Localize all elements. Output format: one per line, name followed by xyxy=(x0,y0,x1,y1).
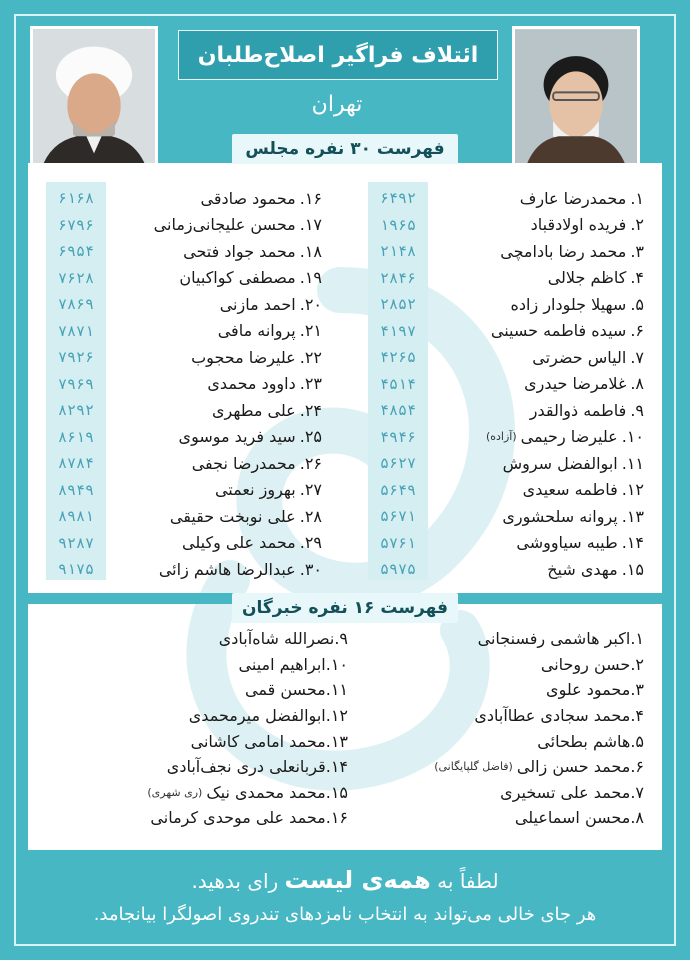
candidate-index: ۱۰. xyxy=(325,654,348,674)
candidate-row xyxy=(344,677,644,703)
candidate-index: ۸. xyxy=(630,808,644,828)
candidate-code: ۷۹۲۶ xyxy=(57,348,95,367)
candidate-name: علیرضا رحیمی xyxy=(520,427,618,447)
candidate-name: علیرضا محجوب xyxy=(191,347,296,367)
candidate-row xyxy=(344,626,644,652)
footer-line-1 xyxy=(28,866,662,894)
candidate-row xyxy=(430,477,644,504)
candidate-index: ۶. xyxy=(630,321,644,341)
candidate-code: ۴۱۹۷ xyxy=(379,321,417,340)
candidate-name: سیده فاطمه حسینی xyxy=(490,321,627,341)
candidate-index: ۱. xyxy=(630,629,644,649)
candidate-name: محمدرضا عارف xyxy=(519,188,627,208)
candidate-index: ۱۵. xyxy=(325,782,348,802)
candidate-name: نصرالله شاه‌آبادی xyxy=(218,629,335,649)
candidate-row xyxy=(344,780,644,806)
portrait-right-image xyxy=(515,29,637,171)
candidate-name: داوود محمدی xyxy=(207,374,296,394)
candidate-code: ۸۲۹۲ xyxy=(57,401,95,420)
candidate-index: ۱۱. xyxy=(325,680,348,700)
candidate-note: (فاضل گلپایگانی) xyxy=(434,760,513,774)
candidate-row xyxy=(430,397,644,424)
candidate-index: ۷. xyxy=(630,782,644,802)
candidate-note: (ری شهری) xyxy=(147,785,203,799)
candidate-code: ۱۹۶۵ xyxy=(379,215,417,234)
candidate-index: ۱۶. xyxy=(299,188,322,208)
candidate-name: محمد علی وکیلی xyxy=(182,533,296,553)
candidate-code: ۹۲۸۷ xyxy=(57,533,95,552)
candidate-index: ۱۵. xyxy=(621,559,644,579)
candidate-name: علی مطهری xyxy=(212,400,296,420)
candidate-row xyxy=(106,185,322,212)
candidate-row xyxy=(344,728,644,754)
candidate-index: ۴. xyxy=(630,268,644,288)
candidate-name: غلامرضا حیدری xyxy=(524,374,627,394)
candidate-code: ۸۶۱۹ xyxy=(57,427,95,446)
candidate-row xyxy=(106,477,322,504)
footer-line-1-emphasis: همه‌ی لیست xyxy=(284,866,431,894)
candidate-row xyxy=(48,780,348,806)
candidate-index: ۲۳. xyxy=(299,374,322,394)
candidate-name: احمد مازنی xyxy=(219,294,296,314)
candidate-row xyxy=(344,652,644,678)
candidate-name: محسن اسماعیلی xyxy=(514,808,631,828)
candidate-row xyxy=(430,556,644,583)
footer-line-1-c: رای بدهید. xyxy=(191,869,285,893)
candidate-code: ۸۹۴۹ xyxy=(57,480,95,499)
candidate-row xyxy=(106,530,322,557)
candidate-index: ۲. xyxy=(630,654,644,674)
majlis-list-label: فهرست ۳۰ نفره مجلس xyxy=(232,134,458,164)
candidate-code: ۶۷۹۶ xyxy=(57,215,95,234)
candidate-row xyxy=(48,728,348,754)
candidate-index: ۲۰. xyxy=(299,294,322,314)
candidate-row xyxy=(430,450,644,477)
candidate-name: محسن قمی xyxy=(245,680,326,700)
majlis-right-names xyxy=(430,185,644,583)
candidate-row xyxy=(48,677,348,703)
candidate-note: (آزاده) xyxy=(485,430,517,444)
candidate-code: ۵۶۴۹ xyxy=(379,480,417,499)
candidate-row xyxy=(430,318,644,345)
candidate-index: ۲. xyxy=(630,215,644,235)
candidate-name: حسن روحانی xyxy=(540,654,631,674)
candidate-name: قربانعلی دری نجف‌آبادی xyxy=(166,757,326,777)
candidate-name: عبدالرضا هاشم زائی xyxy=(158,559,296,579)
khobregan-list-label: فهرست ۱۶ نفره خبرگان xyxy=(232,593,458,623)
candidate-row xyxy=(430,344,644,371)
candidate-index: ۳. xyxy=(630,680,644,700)
portrait-photo-left xyxy=(30,26,158,174)
candidate-code: ۶۴۹۲ xyxy=(379,189,417,208)
candidate-index: ۹. xyxy=(630,400,644,420)
candidate-index: ۱۰. xyxy=(621,427,644,447)
candidate-name: محمد محمدی نیک xyxy=(206,782,326,802)
candidate-row xyxy=(48,805,348,831)
candidate-index: ۲۶. xyxy=(299,453,322,473)
candidate-name: فاطمه ذوالقدر xyxy=(529,400,627,420)
candidate-code: ۷۸۷۱ xyxy=(57,321,95,340)
candidate-index: ۴. xyxy=(630,706,644,726)
candidate-index: ۶. xyxy=(630,757,644,777)
candidate-row xyxy=(106,371,322,398)
candidate-row xyxy=(106,424,322,451)
candidate-row xyxy=(106,344,322,371)
candidate-index: ۷. xyxy=(630,347,644,367)
candidate-name: محمد حسن زالی xyxy=(516,757,631,777)
candidate-index: ۱۳. xyxy=(325,731,348,751)
candidate-row xyxy=(344,703,644,729)
candidate-name: محمد سجادی عطاآبادی xyxy=(474,706,631,726)
candidate-name: طیبه سیاووشی xyxy=(516,533,618,553)
candidate-index: ۲۸. xyxy=(299,506,322,526)
candidate-row xyxy=(106,238,322,265)
candidate-name: ابوالفضل میرمحمدی xyxy=(188,706,326,726)
candidate-row xyxy=(106,212,322,239)
candidate-index: ۱۲. xyxy=(325,706,348,726)
candidate-index: ۳. xyxy=(630,241,644,261)
portrait-photo-right xyxy=(512,26,640,174)
candidate-name: محمد علی موحدی کرمانی xyxy=(150,808,326,828)
candidate-name: محمدرضا نجفی xyxy=(191,453,296,473)
candidate-code: ۴۹۴۶ xyxy=(379,427,417,446)
city-name: تهران xyxy=(311,91,363,117)
candidate-name: پروانه سلحشوری xyxy=(502,506,618,526)
candidate-name: فاطمه سعیدی xyxy=(522,480,618,500)
candidate-row xyxy=(106,265,322,292)
candidate-index: ۲۵. xyxy=(299,427,322,447)
candidate-code: ۹۱۷۵ xyxy=(57,560,95,579)
candidate-name: ابراهیم امینی xyxy=(238,654,326,674)
candidate-index: ۱۳. xyxy=(621,506,644,526)
majlis-left-names xyxy=(106,185,322,583)
candidate-code: ۶۹۵۴ xyxy=(57,242,95,261)
candidate-row xyxy=(430,185,644,212)
candidate-code: ۷۸۶۹ xyxy=(57,295,95,314)
candidate-name: سید فرید موسوی xyxy=(178,427,296,447)
candidate-row xyxy=(430,265,644,292)
candidate-name: محمود صادقی xyxy=(200,188,296,208)
candidate-row xyxy=(106,291,322,318)
candidate-name: ابوالفضل سروش xyxy=(502,453,618,473)
footer-line-2: هر جای خالی می‌تواند به انتخاب نامزدهای تندروی اصولگرا بیانجامد. xyxy=(93,904,597,925)
candidate-index: ۱۴. xyxy=(621,533,644,553)
candidate-row xyxy=(106,318,322,345)
candidate-index: ۵. xyxy=(630,294,644,314)
footer-line-1-a: لطفاً به xyxy=(430,869,499,893)
candidate-index: ۱. xyxy=(630,188,644,208)
candidate-index: ۲۹. xyxy=(299,533,322,553)
candidate-code: ۸۹۸۱ xyxy=(57,507,95,526)
candidate-index: ۲۱. xyxy=(299,321,322,341)
candidate-code: ۲۸۵۲ xyxy=(379,295,417,314)
candidate-row xyxy=(430,530,644,557)
candidate-code: ۷۶۲۸ xyxy=(57,268,95,287)
candidate-row xyxy=(430,503,644,530)
candidate-code: ۴۲۶۵ xyxy=(379,348,417,367)
candidate-name: محمد رضا بادامچی xyxy=(500,241,627,261)
candidate-name: الیاس حضرتی xyxy=(532,347,627,367)
portrait-left-image xyxy=(33,29,155,171)
khobregan-left-list xyxy=(48,626,348,831)
candidate-row xyxy=(344,805,644,831)
candidate-row xyxy=(430,291,644,318)
candidate-code: ۶۱۶۸ xyxy=(57,189,95,208)
candidate-index: ۲۲. xyxy=(299,347,322,367)
candidate-row xyxy=(430,238,644,265)
candidate-name: محمود علوی xyxy=(546,680,631,700)
candidate-name: کاظم جلالی xyxy=(547,268,627,288)
candidate-code: ۵۶۲۷ xyxy=(379,454,417,473)
candidate-name: محمد امامی کاشانی xyxy=(190,731,326,751)
candidate-row xyxy=(344,754,644,780)
candidate-row xyxy=(430,424,644,451)
candidate-code: ۲۱۴۸ xyxy=(379,242,417,261)
candidate-index: ۱۸. xyxy=(299,241,322,261)
candidate-index: ۱۱. xyxy=(621,453,644,473)
candidate-name: علی نوبخت حقیقی xyxy=(169,506,296,526)
candidate-code: ۷۹۶۹ xyxy=(57,374,95,393)
candidate-row xyxy=(106,450,322,477)
candidate-name: بهروز نعمتی xyxy=(214,480,296,500)
candidate-name: پروانه مافی xyxy=(217,321,296,341)
candidate-name: مهدی شیخ xyxy=(547,559,618,579)
candidate-index: ۸. xyxy=(630,374,644,394)
candidate-name: فریده اولادقباد xyxy=(530,215,627,235)
candidate-index: ۵. xyxy=(630,731,644,751)
candidate-name: اکبر هاشمی رفسنجانی xyxy=(477,629,631,649)
candidate-name: سهیلا جلودار زاده xyxy=(510,294,627,314)
candidate-code: ۴۸۵۴ xyxy=(379,401,417,420)
candidate-row xyxy=(48,754,348,780)
candidate-row xyxy=(430,371,644,398)
candidate-index: ۹. xyxy=(334,629,348,649)
candidate-name: محسن علیجانی‌زمانی xyxy=(153,215,296,235)
candidate-code: ۵۷۶۱ xyxy=(379,533,417,552)
candidate-code: ۴۵۱۴ xyxy=(379,374,417,393)
candidate-name: مصطفی کواکبیان xyxy=(179,268,296,288)
candidate-name: محمد جواد فتحی xyxy=(183,241,296,261)
candidate-row xyxy=(48,703,348,729)
candidate-index: ۳۰. xyxy=(299,559,322,579)
candidate-index: ۱۹. xyxy=(299,268,322,288)
candidate-code: ۲۸۴۶ xyxy=(379,268,417,287)
candidate-row xyxy=(430,212,644,239)
candidate-index: ۱۴. xyxy=(325,757,348,777)
candidate-index: ۲۴. xyxy=(299,400,322,420)
candidate-name: هاشم بطحائی xyxy=(537,731,631,751)
candidate-row xyxy=(48,652,348,678)
candidate-row xyxy=(106,556,322,583)
candidate-index: ۱۲. xyxy=(621,480,644,500)
coalition-title: ائتلاف فراگیر اصلاح‌طلبان xyxy=(178,30,498,80)
khobregan-right-list xyxy=(344,626,644,831)
footer xyxy=(28,858,662,940)
candidate-name: محمد علی تسخیری xyxy=(500,782,631,802)
majlis-left-codes xyxy=(46,185,106,583)
candidate-code: ۵۶۷۱ xyxy=(379,507,417,526)
candidate-row xyxy=(48,626,348,652)
candidate-code: ۸۷۸۴ xyxy=(57,454,95,473)
candidate-index: ۱۷. xyxy=(299,215,322,235)
candidate-row xyxy=(106,503,322,530)
majlis-right-codes xyxy=(368,185,428,583)
candidate-index: ۲۷. xyxy=(299,480,322,500)
candidate-code: ۵۹۷۵ xyxy=(379,560,417,579)
candidate-row xyxy=(106,397,322,424)
candidate-index: ۱۶. xyxy=(325,808,348,828)
